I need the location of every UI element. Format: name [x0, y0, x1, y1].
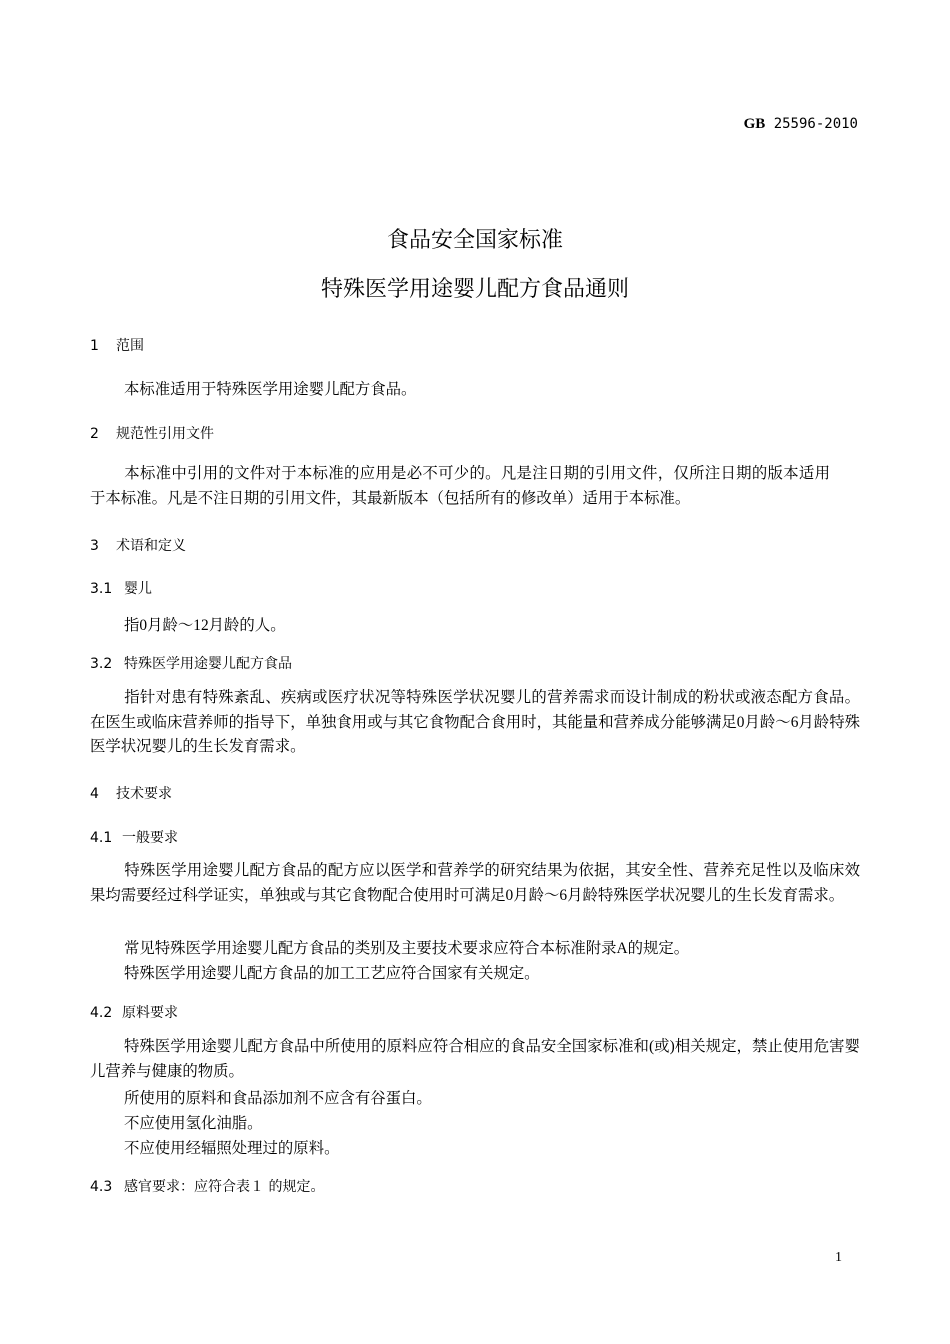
section-number: 4	[90, 786, 99, 802]
standard-code-prefix: GB	[743, 116, 766, 132]
section-2-paragraph: 本标准中引用的文件对于本标准的应用是必不可少的。凡是注日期的引用文件，仅所注日期的版本适用于本标准。凡是不注日期的引用文件，其最新版本（包括所有的修改单）适用于本标准。	[90, 465, 830, 507]
section-title: 特殊医学用途婴儿配方食品	[124, 656, 292, 672]
section-number: 4.3	[90, 1179, 113, 1195]
section-number: 4.2	[90, 1005, 113, 1021]
section-heading-1	[90, 335, 144, 355]
section-number: 3	[90, 538, 99, 554]
section-title: 范围	[116, 338, 144, 354]
section-title: 婴儿	[124, 581, 152, 597]
section-heading-4-3	[90, 1176, 324, 1196]
section-4-2-paragraph-1: 特殊医学用途婴儿配方食品中所使用的原料应符合相应的食品安全国家标准和(或)相关规定，禁止使用危害婴儿营养与健康的物质。	[90, 1038, 860, 1080]
section-heading-2	[90, 423, 214, 443]
section-number: 3.2	[90, 656, 113, 672]
section-number: 1	[90, 338, 99, 354]
standard-code-number: 25596-2010	[773, 116, 858, 132]
section-3-2-paragraph: 指针对患有特殊紊乱、疾病或医疗状况等特殊医学状况婴儿的营养需求而设计制成的粉状或液态配方食品。在医生或临床营养师的指导下，单独食用或与其它食物配合食用时，其能量和营养成分能够满足0月龄～6月龄特殊医学状况婴儿的生长发育需求。	[90, 689, 860, 755]
standard-code	[744, 116, 858, 133]
section-4-1-paragraph-2: 常见特殊医学用途婴儿配方食品的类别及主要技术要求应符合本标准附录A的规定。	[124, 940, 690, 957]
section-heading-4	[90, 783, 172, 803]
section-number: 4.1	[90, 830, 113, 846]
section-4-1-paragraph-3: 特殊医学用途婴儿配方食品的加工工艺应符合国家有关规定。	[124, 965, 540, 982]
section-4-2-paragraph-4: 不应使用经辐照处理过的原料。	[124, 1140, 340, 1157]
page-number: 1	[835, 1250, 842, 1265]
section-title: 原料要求	[122, 1005, 178, 1021]
section-number: 2	[90, 426, 99, 442]
section-title: 感官要求：应符合表１ 的规定。	[124, 1179, 325, 1195]
section-4-2-paragraph-3: 不应使用氢化油脂。	[124, 1115, 263, 1132]
section-heading-3-2	[90, 653, 292, 673]
document-title-line2: 特殊医学用途婴儿配方食品通则	[320, 277, 629, 302]
section-3-1-paragraph: 指0月龄～12月龄的人。	[124, 617, 286, 634]
section-4-2-paragraph-2: 所使用的原料和食品添加剂不应含有谷蛋白。	[124, 1090, 432, 1107]
section-number: 3.1	[90, 581, 113, 597]
section-title: 术语和定义	[116, 538, 186, 554]
document-title-line1: 食品安全国家标准	[386, 228, 563, 253]
section-heading-4-2	[90, 1002, 178, 1022]
section-title: 规范性引用文件	[116, 426, 214, 442]
section-title: 技术要求	[116, 786, 172, 802]
section-heading-3-1	[90, 578, 152, 598]
section-1-paragraph: 本标准适用于特殊医学用途婴儿配方食品。	[124, 381, 417, 398]
section-heading-3	[90, 535, 186, 555]
section-4-1-paragraph-1: 特殊医学用途婴儿配方食品的配方应以医学和营养学的研究结果为依据，其安全性、营养充足性以及临床效果均需要经过科学证实，单独或与其它食物配合使用时可满足0月龄～6月龄特殊医学状况婴儿的生长发育需求。	[90, 862, 860, 904]
section-title: 一般要求	[122, 830, 178, 846]
section-heading-4-1	[90, 827, 178, 847]
